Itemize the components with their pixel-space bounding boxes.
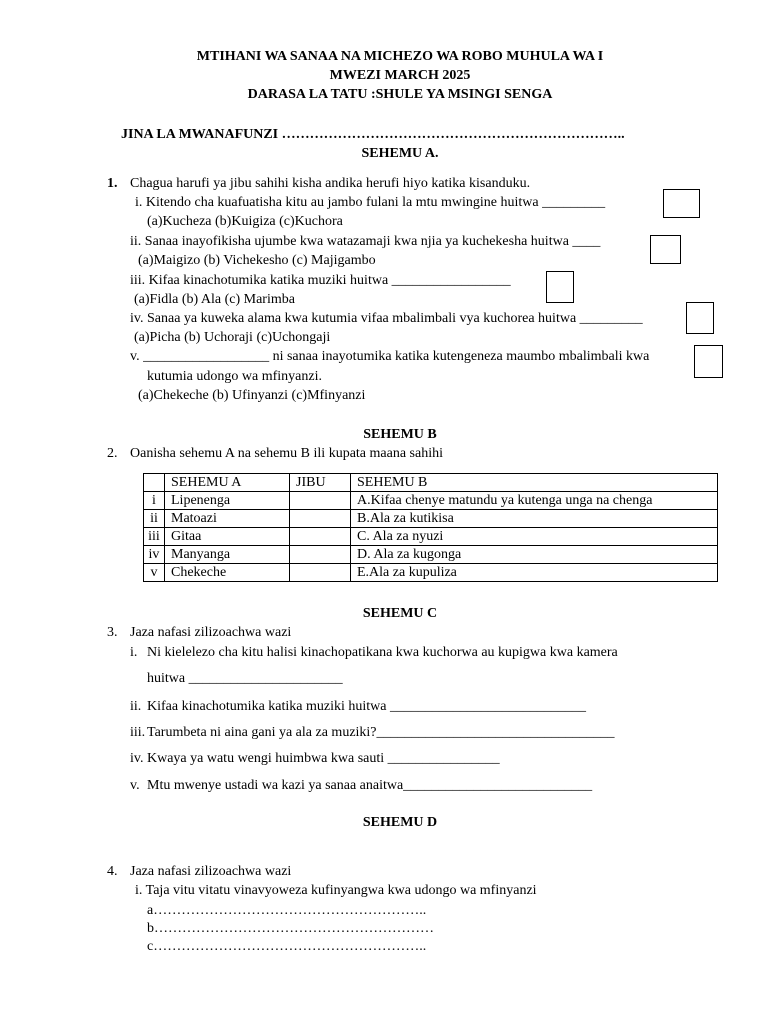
q3-item-iv-label: iv. — [130, 751, 144, 766]
answer-box-iv[interactable] — [686, 302, 714, 334]
table-row — [144, 564, 718, 582]
student-name-line: JINA LA MWANAFUNZI ……………………………………………………………….. — [121, 127, 625, 142]
sehemu-b-cell: B.Ala za kutikisa — [351, 510, 718, 528]
q1-item-iv-options: (a)Picha (b) Uchoraji (c)Uchongaji — [134, 330, 331, 345]
question-4-instruction: Jaza nafasi zilizoachwa wazi — [130, 864, 292, 879]
q1-item-i: i. Kitendo cha kuafuatisha kitu au jambo fulani la mtu mwingine huitwa _________ — [135, 195, 606, 210]
sehemu-b-cell: D. Ala za kugonga — [351, 546, 718, 564]
jibu-cell[interactable] — [290, 528, 351, 546]
table-row — [144, 528, 718, 546]
answer-box-v[interactable] — [694, 345, 723, 378]
sehemu-a-cell: Gitaa — [165, 528, 290, 546]
question-2-instruction: Oanisha sehemu A na sehemu B ili kupata maana sahihi — [130, 446, 443, 461]
jibu-cell[interactable] — [290, 492, 351, 510]
q3-item-v-label: v. — [130, 778, 140, 793]
q1-item-iv: iv. Sanaa ya kuweka alama kwa kutumia vifaa mbalimbali vya kuchorea huitwa _________ — [130, 311, 643, 326]
table-row — [144, 510, 718, 528]
sehemu-a-cell: Matoazi — [165, 510, 290, 528]
jibu-cell[interactable] — [290, 510, 351, 528]
row-number: iv — [144, 546, 165, 564]
question-3-number: 3. — [107, 625, 118, 640]
sehemu-a-cell: Manyanga — [165, 546, 290, 564]
row-number: iii — [144, 528, 165, 546]
answer-box-ii[interactable] — [650, 235, 681, 264]
q1-item-iii-options: (a)Fidla (b) Ala (c) Marimba — [134, 292, 295, 307]
q1-item-v-cont: kutumia udongo wa mfinyanzi. — [147, 369, 322, 384]
section-b-title: SEHEMU B — [363, 427, 437, 442]
exam-class-school: DARASA LA TATU :SHULE YA MSINGI SENGA — [247, 87, 553, 102]
q1-item-iii: iii. Kifaa kinachotumika katika muziki huitwa _________________ — [130, 273, 511, 288]
table-header-cell: SEHEMU B — [351, 474, 718, 492]
q3-item-iv: Kwaya ya watu wengi huimbwa kwa sauti ________________ — [147, 751, 500, 766]
q3-item-i-cont: huitwa ______________________ — [147, 671, 343, 686]
section-a-title: SEHEMU A. — [361, 146, 439, 161]
answer-line-b[interactable]: b…………………………………………………… — [147, 921, 434, 936]
table-header-cell — [144, 474, 165, 492]
table-header-row — [144, 474, 718, 492]
table-row — [144, 546, 718, 564]
q3-item-iii-label: iii. — [130, 725, 146, 740]
exam-title: MTIHANI WA SANAA NA MICHEZO WA ROBO MUHULA WA I — [196, 49, 604, 64]
exam-month: MWEZI MARCH 2025 — [329, 68, 471, 83]
q4-item-i: i. Taja vitu vitatu vinavyoweza kufinyangwa kwa udongo wa mfinyanzi — [135, 883, 537, 898]
section-c-title: SEHEMU C — [362, 606, 438, 621]
q3-item-i: Ni kielelezo cha kitu halisi kinachopatikana kwa kuchorwa au kupigwa kwa kamera — [147, 645, 618, 660]
sehemu-b-cell: E.Ala za kupuliza — [351, 564, 718, 582]
q1-item-ii: ii. Sanaa inayofikisha ujumbe kwa watazamaji kwa njia ya kuchekesha huitwa ____ — [130, 234, 601, 249]
question-1-instruction: Chagua harufi ya jibu sahihi kisha andika herufi hiyo katika kisanduku. — [130, 176, 531, 191]
q1-item-v: v. __________________ ni sanaa inayotumika katika kutengeneza maumbo mbalimbali kwa — [130, 349, 650, 364]
q3-item-ii-label: ii. — [130, 699, 142, 714]
row-number: v — [144, 564, 165, 582]
q3-item-iii: Tarumbeta ni aina gani ya ala za muziki?__________________________________ — [147, 725, 615, 740]
matching-table — [143, 473, 718, 582]
answer-box-iii[interactable] — [546, 271, 574, 303]
answer-line-a[interactable]: a………………………………………………….. — [147, 903, 427, 918]
section-d-title: SEHEMU D — [362, 815, 438, 830]
table-header-cell: JIBU — [290, 474, 351, 492]
q1-item-v-options: (a)Chekeche (b) Ufinyanzi (c)Mfinyanzi — [138, 388, 366, 403]
question-3-instruction: Jaza nafasi zilizoachwa wazi — [130, 625, 292, 640]
q1-item-ii-options: (a)Maigizo (b) Vichekesho (c) Majigambo — [138, 253, 376, 268]
sehemu-b-cell: A.Kifaa chenye matundu ya kutenga unga na chenga — [351, 492, 718, 510]
sehemu-a-cell: Chekeche — [165, 564, 290, 582]
table-row — [144, 492, 718, 510]
q1-item-i-options: (a)Kucheza (b)Kuigiza (c)Kuchora — [147, 214, 343, 229]
q3-item-v: Mtu mwenye ustadi wa kazi ya sanaa anaitwa___________________________ — [147, 778, 593, 793]
answer-box-i[interactable] — [663, 189, 700, 218]
sehemu-b-cell: C. Ala za nyuzi — [351, 528, 718, 546]
jibu-cell[interactable] — [290, 564, 351, 582]
answer-line-c[interactable]: c………………………………………………….. — [147, 939, 427, 954]
question-4-number: 4. — [107, 864, 118, 879]
question-1-number: 1. — [107, 176, 118, 191]
jibu-cell[interactable] — [290, 546, 351, 564]
row-number: ii — [144, 510, 165, 528]
q3-item-i-label: i. — [130, 645, 138, 660]
row-number: i — [144, 492, 165, 510]
table-header-cell: SEHEMU A — [165, 474, 290, 492]
question-2-number: 2. — [107, 446, 118, 461]
sehemu-a-cell: Lipenenga — [165, 492, 290, 510]
q3-item-ii: Kifaa kinachotumika katika muziki huitwa ____________________________ — [147, 699, 586, 714]
